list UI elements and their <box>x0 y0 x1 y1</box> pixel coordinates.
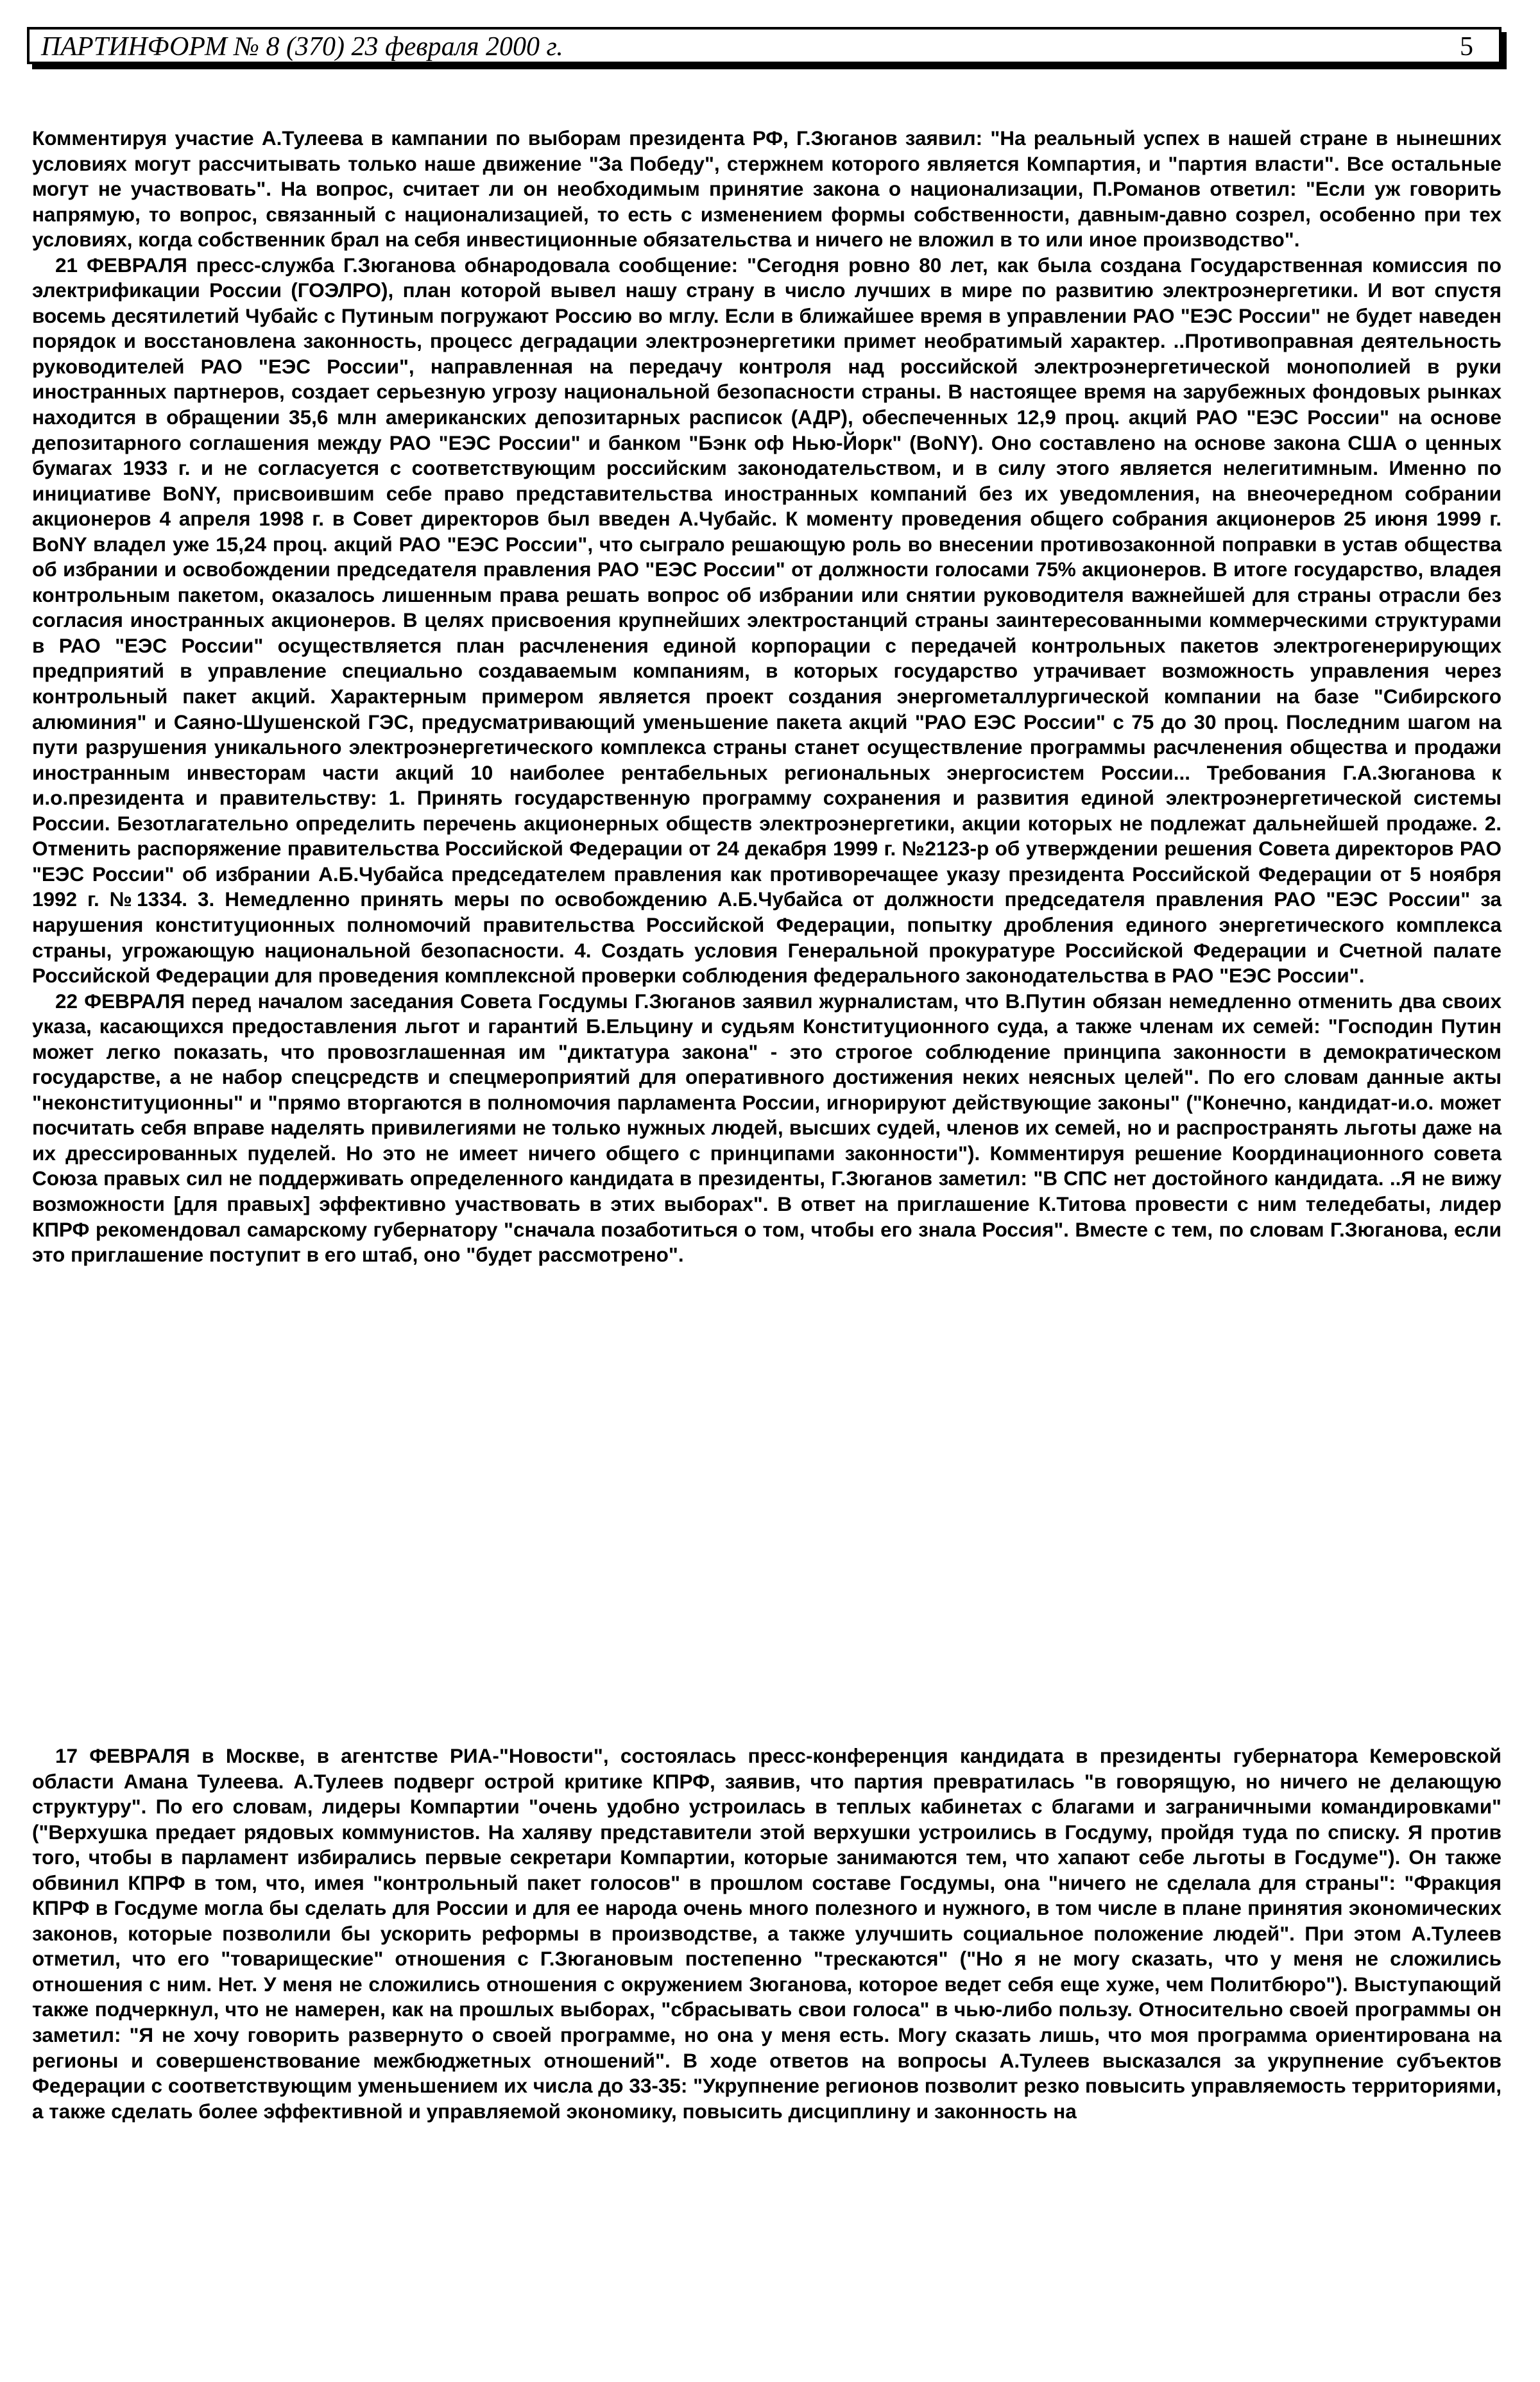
paragraph-feb-17: 17 ФЕВРАЛЯ в Москве, в агентстве РИА-"Новости", состоялась пресс-конференция кандидата в президенты губернатора Кемеровской области Амана Тулеева. А.Тулеев подверг острой критике КПРФ, заявив, что партия превратилась "в говорящую, но ничего не делающую структуру". По его словам, лидеры Компартии "очень удобно устроилась в теплых кабинетах с благами и заграничными командировками" ("Верхушка предает рядовых коммунистов. На халяву представители этой верхушки устроились в Госдуму, пройдя туда по списку. Я против того, чтобы в парламент избирались первые секретари Компартии, которые занимаются тем, что хапают себе льготы в Госдуме"). Он также обвинил КПРФ в том, что, имея "контрольный пакет голосов" в прошлом составе Госдумы, она "ничего не сделала для страны": "Фракция КПРФ в Госдуме могла бы сделать для России и для ее народа очень много полезного и нужного, в том числе в плане принятия экономических законов, которые позволили бы ускорить реформы в производстве, а также улучшить социальное положение людей". При этом А.Тулеев отметил, что его "товарищеские" отношения с Г.Зюгановым постепенно "трескаются" ("Но я не могу сказать, что у меня не сложились отношения с ним. Нет. У меня не сложились отношения с окружением Зюганова, которое ведет себя еще хуже, чем Политбюро"). Выступающий также подчеркнул, что не намерен, как на прошлых выборах, "сбрасывать свои голоса" в чью-либо пользу. Относительно своей программы он заметил: "Я не хочу говорить развернуто о своей программе, но она у меня есть. Могу сказать лишь, что моя программа ориентирована на регионы и совершенствование межбюджетных отношений". В ходе ответов на вопросы А.Тулеев высказался за укрупнение субъектов Федерации с соответствующим уменьшением их числа до 33-35: "Укрупнение регионов позволит резко повысить управляемость территориями, а также сделать более эффективной и управляемой экономику, повысить дисциплину и законность на <box>32 1744 1502 2123</box>
page-number: 5 <box>1460 32 1473 62</box>
page-header <box>27 27 1502 64</box>
paragraph-feb-22: 22 ФЕВРАЛЯ перед началом заседания Совета Госдумы Г.Зюганов заявил журналистам, что В.Путин обязан немедленно отменить два своих указа, касающихся предоставления льгот и гарантий Б.Ельцину и судьям Конституционного суда, а также членам их семей: "Господин Путин может легко показать, что провозглашенная им "диктатура закона" - это строгое соблюдение принципа законности в демократическом государстве, а не набор спецсредств и спецмероприятий для оперативного достижения неких неясных целей". По его словам данные акты "неконституционны" и "прямо вторгаются в полномочия парламента России, игнорируют действующие законы" ("Конечно, кандидат-и.о. может посчитать себя вправе наделять привилегиями не только нужных людей, высших судей, членов их семей, но и распространять льготы даже на их дрессированных пуделей. Но это не имеет ничего общего с принципами законности"). Комментируя решение Координационного совета Союза правых сил не поддерживать определенного кандидата в президенты, Г.Зюганов заметил: "В СПС нет достойного кандидата. ..Я не вижу возможности [для правых] эффективно участвовать в этих выборах". В ответ на приглашение К.Титова провести с ним теледебаты, лидер КПРФ рекомендовал самарскому губернатору "сначала позаботиться о том, чтобы его знала Россия". Вместе с тем, по словам Г.Зюганова, если это приглашение поступит в его штаб, оно "будет рассмотрено". <box>32 989 1502 1267</box>
article-top <box>32 126 1502 1268</box>
paragraph-tuleev-comment: Комментируя участие А.Тулеева в кампании по выборам президента РФ, Г.Зюганов заявил: "На реальный успех в нашей стране в нынешних условиях могут рассчитывать только наше движение "За Победу", стержнем которого является Компартия, и "партия власти". Все остальные могут не участвовать". На вопрос, считает ли он необходимым принятие закона о национализации, П.Романов ответил: "Если уж говорить напрямую, то вопрос, связанный с национализацией, то есть с изменением формы собственности, давным-давно созрел, особенно при тех условиях, когда собственник брал на себя инвестиционные обязательства и ничего не вложил в то или иное производство". <box>32 126 1502 252</box>
article-bottom <box>32 1744 1502 2124</box>
publication-title: ПАРТИНФОРМ № 8 (370) 23 февраля 2000 г. <box>41 32 563 62</box>
paragraph-feb-21: 21 ФЕВРАЛЯ пресс-служба Г.Зюганова обнародовала сообщение: "Сегодня ровно 80 лет, как была создана Государственная комиссия по электрификации России (ГОЭЛРО), план которой вывел нашу страну в число лучших в мире по развитию электроэнергетики. И вот спустя восемь десятилетий Чубайс с Путиным погружают Россию во мглу. Если в ближайшее время в управлении РАО "ЕЭС России" не будет наведен порядок и восстановлена законность, процесс деградации электроэнергетики примет необратимый характер. ..Противоправная деятельность руководителей РАО "ЕЭС России", направленная на передачу контроля над российской электроэнергетической монополией в руки иностранных партнеров, создает серьезную угрозу национальной безопасности страны. В настоящее время на зарубежных фондовых рынках находится в обращении 35,6 млн американских депозитарных расписок (АДР), обеспеченных 12,9 проц. акций РАО "ЕЭС России" на основе депозитарного соглашения между РАО "ЕЭС России" и банком "Бэнк оф Нью-Йорк" (BoNY). Оно составлено на основе закона США о ценных бумагах 1933 г. и не согласуется с соответствующим российским законодательством, и в силу этого является нелегитимным. Именно по инициативе BoNY, присвоившим себе право представительства иностранных компаний без их уведомления, на внеочередном собрании акционеров 4 апреля 1998 г. в Совет директоров был введен А.Чубайс. К моменту проведения общего собрания акционеров 25 июня 1999 г. BoNY владел уже 15,24 проц. акций РАО "ЕЭС России", что сыграло решающую роль во внесении противозаконной поправки в устав общества об избрании и освобождении председателя правления РАО "ЕЭС России" от должности голосами 75% акционеров. В итоге государство, владея контрольным пакетом, оказалось лишенным права решать вопрос об избрании или снятии руководителя важнейшей для страны отрасли без согласия иностранных акционеров. В целях присвоения крупнейших электростанций страны заинтересованными коммерческими структурами в РАО "ЕЭС России" осуществляется план расчленения единой корпорации с передачей контрольных пакетов электрогенерирующих предприятий в управление специально создаваемым компаниям, в которых государство утрачивает возможность управления через контрольный пакет акций. Характерным примером является проект создания энергометаллургической компании на базе "Сибирского алюминия" и Саяно-Шушенской ГЭС, предусматривающий уменьшение пакета акций "РАО ЕЭС России" с 75 до 30 проц. Последним шагом на пути разрушения уникального электроэнергетического комплекса страны станет осуществление программы расчленения общества и продажи иностранным инвесторам части акций 10 наиболее рентабельных региональных энергосистем России... Требования Г.А.Зюганова к и.о.президента и правительству: 1. Принять государственную программу сохранения и развития единой электроэнергетической системы России. Безотлагательно определить перечень акционерных обществ электроэнергетики, акции которых не подлежат дальнейшей продаже. 2. Отменить распоряжение правительства Российской Федерации от 24 декабря 1999 г. №2123-р об утверждении решения Совета директоров РАО "ЕЭС России" об избрании А.Б.Чубайса председателем правления как противоречащее указу президента Российской Федерации от 5 ноября 1992 г. №1334. 3. Немедленно принять меры по освобождению А.Б.Чубайса от должности председателя правления РАО "ЕЭС России" за нарушения конституционных полномочий правительства Российской Федерации, попытку дробления единого энергетического комплекса страны, угрожающую национальной безопасности. 4. Создать условия Генеральной прокуратуре Российской Федерации и Счетной палате Российской Федерации для проведения комплексной проверки соблюдения федерального законодательства в РАО "ЕЭС России". <box>32 253 1502 988</box>
